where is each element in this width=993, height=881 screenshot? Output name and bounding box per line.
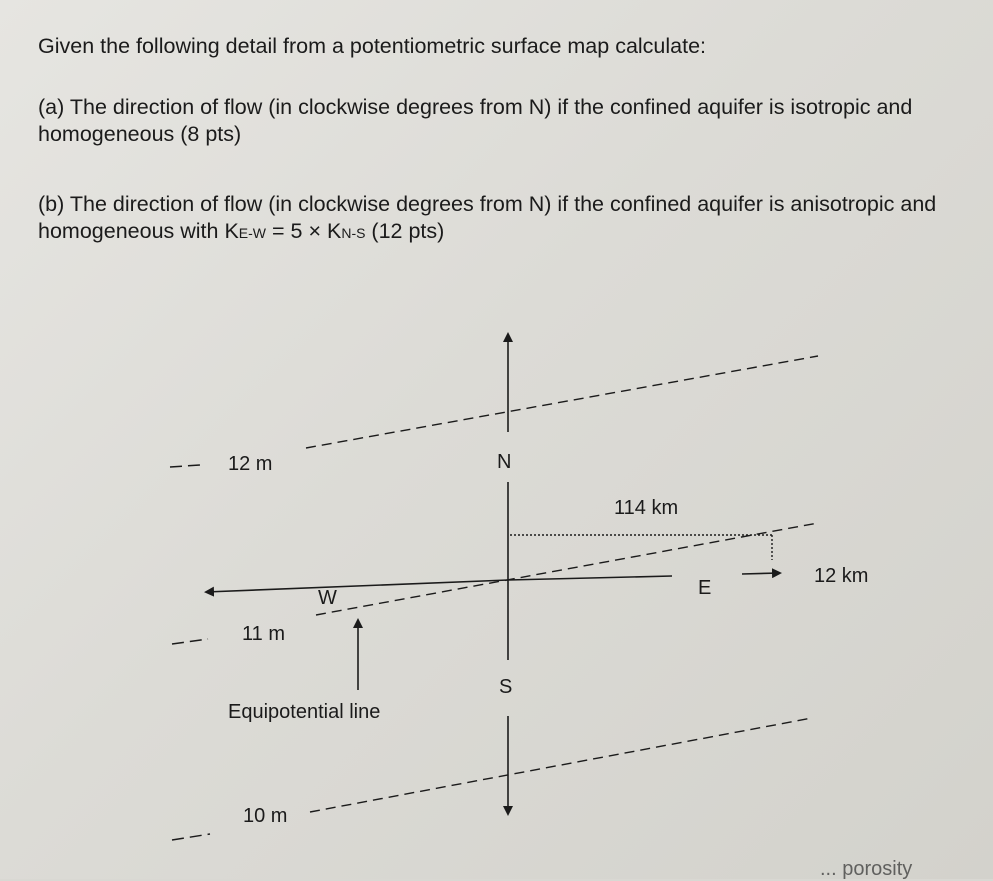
- footer-fragment: ... porosity: [820, 858, 913, 880]
- east-axis-line: [508, 576, 672, 580]
- callout-label: Equipotential line: [228, 701, 381, 723]
- offset-label: 12 km: [814, 565, 869, 587]
- question-a: (a) The direction of flow (in clockwise degrees from N) if the confined aquifer is isotropic and homogeneous (8 pts): [38, 95, 913, 146]
- contour-label-12m: 12 m: [228, 453, 273, 475]
- compass-east-label: E: [698, 577, 712, 599]
- compass-south-label: S: [499, 676, 513, 698]
- contour-line-10m: [310, 718, 812, 812]
- contour-line-11m-left: [172, 639, 208, 644]
- contour-line-12m: [306, 356, 818, 448]
- west-axis-line: [206, 580, 508, 592]
- compass-north-label: N: [497, 451, 512, 473]
- distance-label: 114 km: [614, 497, 679, 519]
- question-b-subscript-ew: E-W: [238, 225, 267, 241]
- contour-label-11m: 11 m: [242, 623, 285, 645]
- contour-line-11m: [316, 523, 818, 615]
- intro-text: Given the following detail from a potentiometric surface map calculate:: [38, 34, 707, 58]
- compass-west-label: W: [318, 587, 337, 609]
- question-b-suffix: (12 pts): [365, 219, 445, 243]
- question-b-middle: = 5 × K: [266, 219, 342, 243]
- east-arrow: [742, 573, 780, 574]
- contour-line-12m-left: [170, 465, 200, 467]
- contour-label-10m: 10 m: [243, 805, 288, 827]
- question-b-subscript-ns: N-S: [341, 225, 366, 241]
- question-b-prefix: (b) The direction of flow (in clockwise degrees from N) if the confined aquifer is anisotropic and homogeneous with K: [38, 192, 937, 243]
- contour-line-10m-left: [172, 834, 210, 840]
